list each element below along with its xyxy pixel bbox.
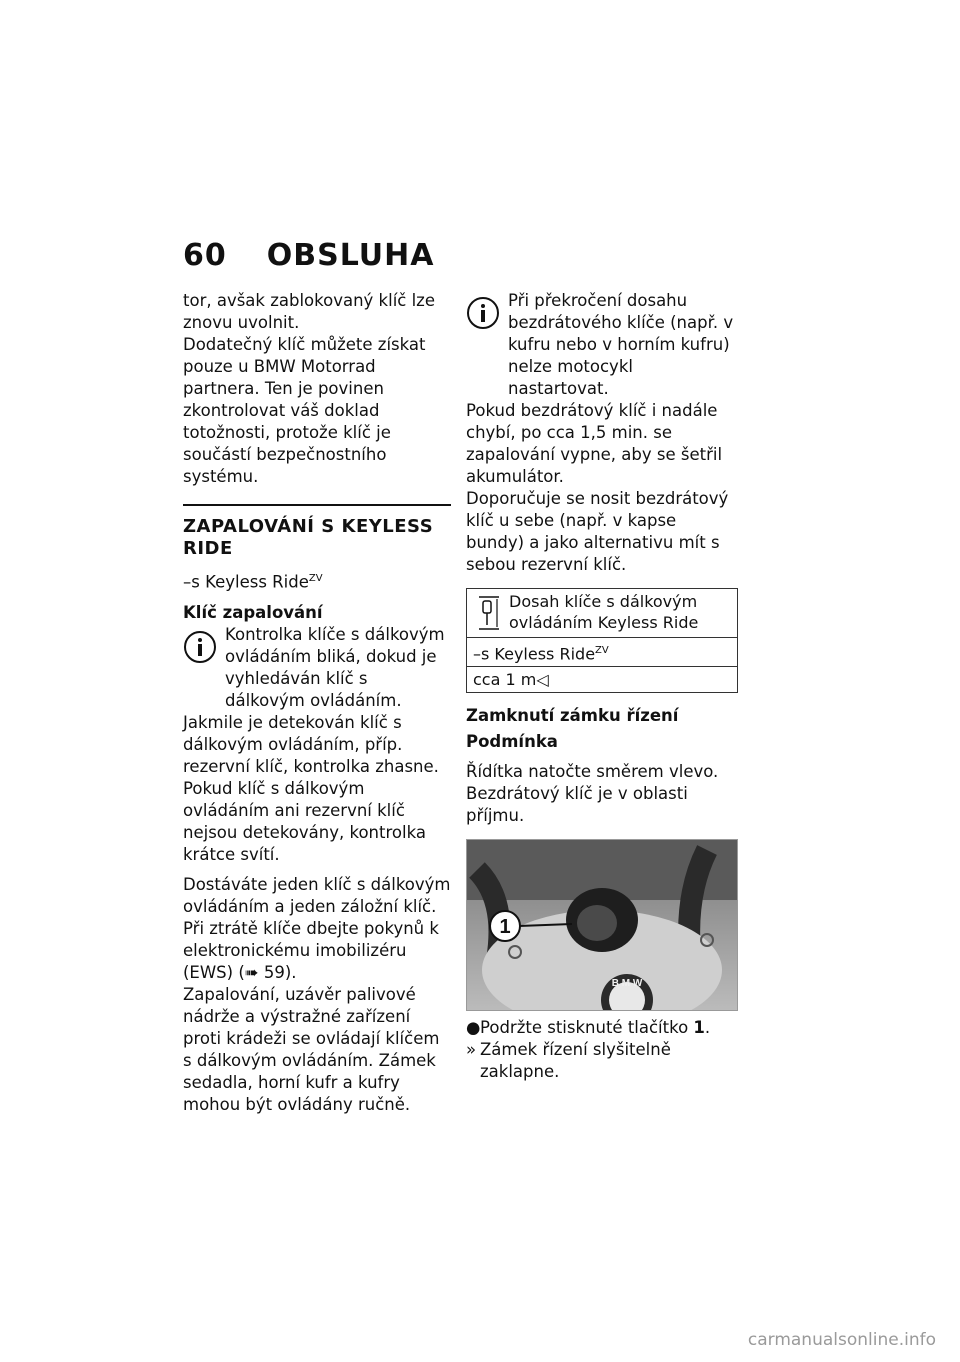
left-column — [183, 290, 451, 1116]
spec-table — [466, 588, 738, 693]
paragraph: Jakmile je detekován klíč s dálkovým ovládáním, příp. rezervní klíč, kontrolka zhasne. — [183, 712, 439, 776]
page-reference: 59 — [263, 962, 285, 982]
spec-variant: –s Keyless Ride$^{ZV}$ — [467, 637, 737, 666]
ignition-illustration — [467, 840, 737, 1010]
brand-logo-text: B M W — [611, 978, 643, 990]
right-column — [466, 290, 734, 1083]
page-title: OBSLUHA — [266, 238, 435, 273]
result: » Zámek řízení slyšitelně zaklapne. — [466, 1040, 671, 1082]
bullet-icon: ● — [466, 1018, 481, 1038]
section-divider — [183, 504, 451, 506]
info-icon — [183, 630, 217, 664]
callout-label: 1 — [499, 916, 511, 939]
paragraph: Řídítka natočte směrem vlevo. — [466, 762, 719, 782]
step: ● Podržte stisknuté tlačítko 1. — [466, 1018, 711, 1038]
note-text: Kontrolka klíče s dálkovým ovládáním bliká, dokud je vyhledáván klíč s dálkovým ovládáním. — [225, 624, 445, 710]
paragraph: Doporučuje se nosit bezdrátový klíč u sebe (např. v kapse bundy) a jako alternativu mít s sebou rezervní klíč. — [466, 489, 729, 574]
watermark: carmanualsonline.info — [747, 1330, 936, 1350]
key-range-icon — [477, 595, 501, 631]
paragraph: Pokud bezdrátový klíč i nadále chybí, po cca 1,5 min. se zapalování vypne, aby se šetřil akumulátor. — [466, 401, 723, 486]
spec-title: Dosah klíče s dálkovým ovládáním Keyless Ride — [509, 592, 699, 632]
paragraph: Dostáváte jeden klíč s dálkovým ovládáním a jeden záložní klíč. Při ztrátě klíče dbejte pokynů k elektronickému imobilizéru (EWS) (➠ 59). — [183, 874, 451, 982]
note-text: Při překročení dosahu bezdrátového klíče (např. v kufru nebo v horním kufru) nelze motocykl nastartovat. — [508, 291, 734, 398]
result-arrow-icon: » — [466, 1040, 477, 1060]
paragraph: Bezdrátový klíč je v oblasti příjmu. — [466, 784, 688, 826]
paragraph: tor, avšak zablokovaný klíč lze znovu uvolnit. — [183, 291, 435, 332]
paragraph: Pokud klíč s dálkovým ovládáním ani rezervní klíč nejsou detekovány, kontrolka krátce svítí. — [183, 778, 426, 864]
page-header — [183, 238, 434, 273]
ignition-photo — [466, 839, 738, 1011]
arrow-ref-icon: ➠ — [244, 962, 259, 982]
info-note — [183, 624, 451, 712]
page-number: 60 — [183, 238, 227, 273]
section-variant: –s Keyless Ride$^{ZV}$ — [183, 572, 323, 592]
spec-header — [467, 589, 737, 637]
heading-condition: Podmínka — [466, 732, 558, 752]
heading-steering-lock: Zamknutí zámku řízení — [466, 706, 679, 726]
paragraph: Dodatečný klíč můžete získat pouze u BMW Motorrad partnera. Ten je povinen zkontrolovat váš doklad totožnosti, protože klíč je součástí bezpečnostního systému. — [183, 335, 426, 486]
heading-ignition-key: Klíč zapalování — [183, 602, 323, 622]
paragraph: Zapalování, uzávěr palivové nádrže a výstražné zařízení proti krádeži se ovládají klíčem s dálkovým ovládáním. Zámek sedadla, horní kufr a kufry mohou být ovládány ručně. — [183, 984, 440, 1114]
section-title: ZAPALOVÁNÍ S KEYLESS RIDE — [183, 516, 434, 559]
info-icon — [466, 296, 500, 330]
info-note — [466, 290, 734, 400]
spec-value: cca 1 m◁ — [467, 666, 737, 692]
